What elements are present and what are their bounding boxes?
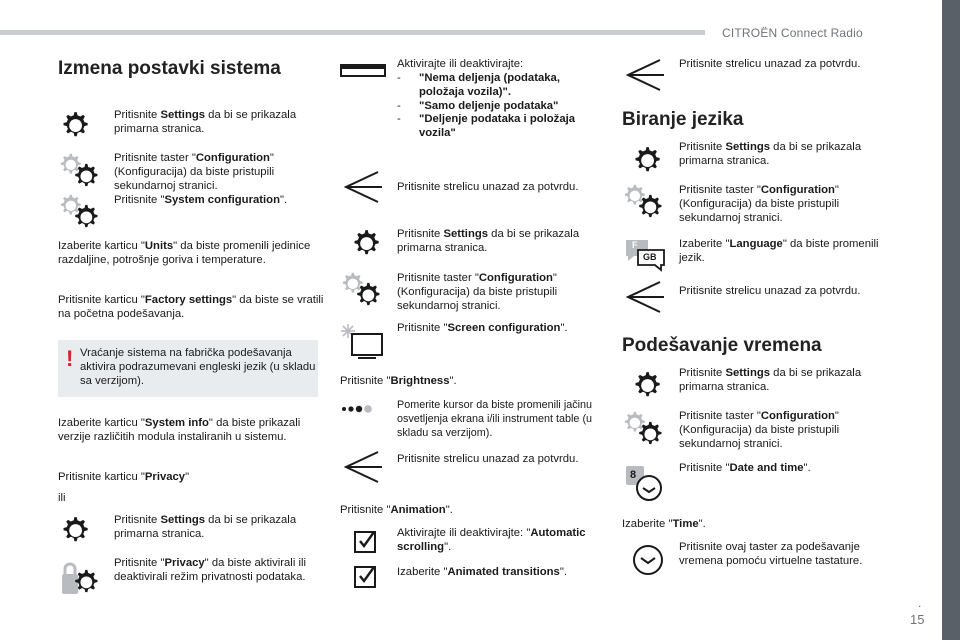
screen-brightness-icon — [340, 322, 386, 360]
or-label: ili — [58, 492, 66, 504]
paragraph-units: Izaberite karticu "Units" da biste promenili jedinice razdaljine, potrošnje goriva i temperature. — [58, 240, 311, 266]
header-bar — [0, 30, 705, 35]
instruction-date-time: Pritisnite "Date and time". — [679, 462, 811, 474]
list-item: - "Nema deljenja (podataka, položaja vozila)". — [397, 72, 560, 98]
instruction-back: Pritisnite strelicu unazad za potvrdu. — [397, 181, 579, 193]
instruction-back: Pritisnite strelicu unazad za potvrdu. — [679, 58, 861, 70]
instruction-settings: Pritisnite Settings da bi se prikazala primarna stranica. — [114, 514, 297, 540]
side-strip — [942, 0, 960, 640]
date-icon-digit: 8 — [630, 469, 637, 481]
section-title-time: Podešavanje vremena — [622, 335, 822, 356]
checkbox-icon — [352, 563, 378, 589]
list-item: - "Samo deljenje podataka" — [397, 99, 559, 112]
instruction-back: Pritisnite strelicu unazad za potvrdu. — [679, 285, 861, 297]
instruction-configuration: Pritisnite taster "Configuration" (Konfiguracija) da biste pristupili sekundarnoj stranici. — [397, 272, 558, 312]
footer-dot: . — [918, 596, 922, 610]
time-dial-icon — [631, 543, 665, 577]
instruction-settings: Pritisnite Settings da bi se prikazala primarna stranica. — [679, 367, 862, 393]
warning-box — [58, 340, 318, 397]
instruction-settings: Pritisnite Settings da bi se prikazala primarna stranica. — [397, 228, 580, 254]
sharing-options-list — [397, 72, 599, 141]
instruction-system-configuration: Pritisnite "System configuration". — [114, 194, 288, 206]
date-time-icon — [624, 463, 664, 503]
system-configuration-gears-icon — [58, 193, 104, 233]
paragraph-animation: Pritisnite "Animation". — [340, 504, 453, 516]
settings-gear-icon — [60, 110, 92, 142]
section-title-system-settings: Izmena postavki sistema — [58, 58, 281, 79]
toggle-intro: Aktivirajte ili deaktivirajte: — [397, 58, 524, 70]
settings-gear-icon — [632, 370, 664, 402]
language-icon-f: F — [632, 240, 638, 250]
privacy-lock-gear-icon — [60, 560, 104, 600]
paragraph-privacy: Pritisnite karticu "Privacy" — [58, 471, 190, 483]
instruction-keyboard: Pritisnite ovaj taster za podešavanje vremena pomoću virtuelne tastature. — [679, 541, 863, 567]
instruction-cursor: Pomerite kursor da biste promenili jačinu osvetljenja ekrana i/ili instrument table (u skladu sa verzijom). — [397, 399, 593, 439]
toggle-bar-icon — [340, 64, 386, 78]
list-item: - "Deljenje podataka i položaja vozila" — [397, 113, 576, 140]
back-arrow-icon — [340, 170, 386, 204]
back-arrow-icon — [622, 58, 668, 92]
manual-title: CITROËN Connect Radio — [722, 26, 863, 40]
warning-text: Vraćanje sistema na fabrička podešavanja aktivira podrazumevani engleski jezik (u skladu sa verzijom). — [80, 347, 316, 387]
instruction-configuration: Pritisnite taster "Configuration" (Konfiguracija) da biste pristupili sekundarnoj stranici. — [114, 152, 275, 192]
configuration-gears-icon — [622, 410, 668, 450]
back-arrow-icon — [622, 280, 668, 314]
settings-gear-icon — [632, 145, 664, 177]
settings-gear-icon — [351, 228, 383, 260]
instruction-configuration: Pritisnite taster "Configuration" (Konfiguracija) da biste pristupili sekundarnoj stranici. — [679, 184, 840, 224]
page-number: 15 — [910, 612, 925, 627]
instruction-language: Izaberite "Language" da biste promenili jezik. — [679, 238, 879, 264]
paragraph-brightness: Pritisnite "Brightness". — [340, 375, 457, 387]
instruction-animated-transitions: Izaberite "Animated transitions". — [397, 566, 567, 578]
checkbox-icon — [352, 528, 378, 554]
instruction-configuration: Pritisnite taster "Configuration" (Konfiguracija) da biste pristupili sekundarnoj stranici. — [679, 410, 840, 450]
language-icon-gb: GB — [643, 252, 657, 262]
settings-gear-icon — [60, 515, 92, 547]
paragraph-system-info: Izaberite karticu "System info" da biste prikazali verzije različitih modula instaliranih u sistemu. — [58, 417, 301, 443]
paragraph-time: Izaberite "Time". — [622, 518, 706, 530]
instruction-screen-configuration: Pritisnite "Screen configuration". — [397, 322, 568, 334]
instruction-settings: Pritisnite Settings da bi se prikazala primarna stranica. — [679, 141, 862, 167]
section-title-language: Biranje jezika — [622, 109, 744, 130]
back-arrow-icon — [340, 450, 386, 484]
language-icon — [622, 238, 668, 272]
instruction-settings: Pritisnite Settings da bi se prikazala primarna stranica. — [114, 109, 297, 135]
instruction-privacy: Pritisnite "Privacy" da biste aktivirali ili deaktivirali režim privatnosti podataka. — [114, 557, 306, 583]
instruction-back: Pritisnite strelicu unazad za potvrdu. — [397, 453, 579, 465]
instruction-automatic-scrolling: Aktivirajte ili deaktivirajte: "Automatic scrolling". — [397, 527, 586, 553]
paragraph-factory-settings: Pritisnite karticu "Factory settings" da biste se vratili na početna podešavanja. — [58, 294, 324, 320]
warning-icon: ! — [66, 346, 74, 371]
configuration-gears-icon — [340, 271, 386, 311]
configuration-gears-icon — [622, 183, 668, 223]
slider-dots-icon — [340, 403, 384, 415]
configuration-gears-icon — [58, 152, 104, 192]
